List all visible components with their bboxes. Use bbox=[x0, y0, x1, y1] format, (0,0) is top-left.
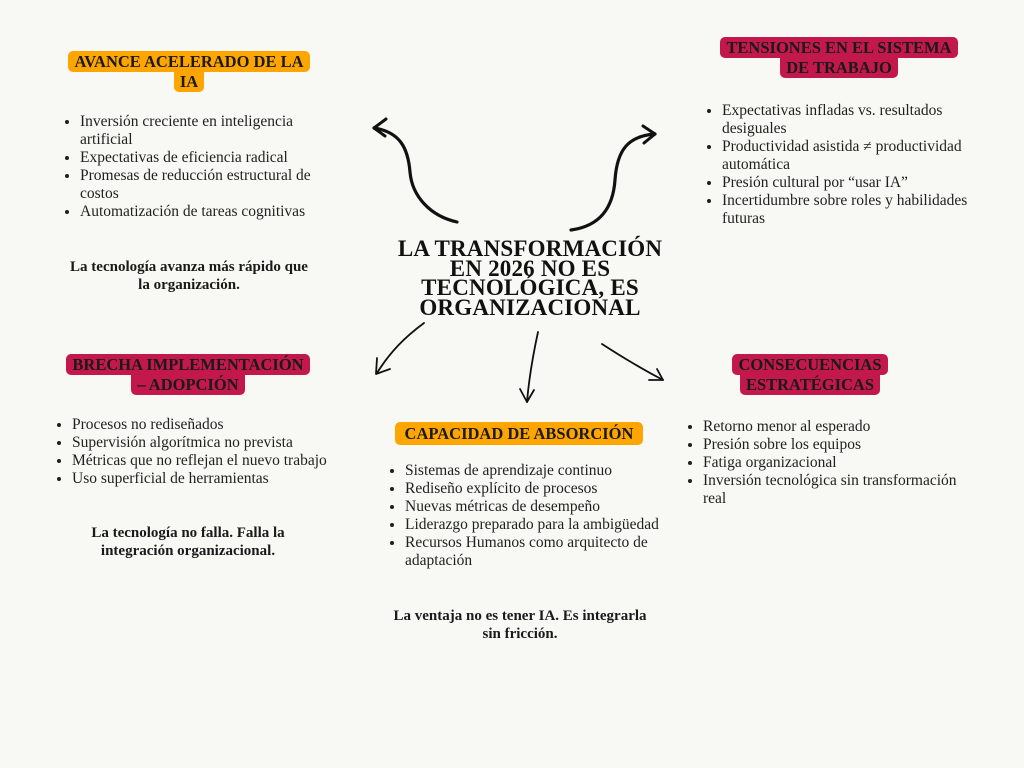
avance-list bbox=[62, 113, 345, 221]
avance-label-line: IA bbox=[174, 72, 204, 92]
brecha-list bbox=[54, 416, 347, 488]
capacidad-label bbox=[388, 422, 650, 445]
takeaway-line: sin fricción. bbox=[482, 626, 558, 642]
brecha-takeaway bbox=[50, 524, 326, 560]
list-item: • Promesas de reducción estructural de costos bbox=[80, 167, 345, 203]
brecha-label-line: – ADOPCIÓN bbox=[131, 375, 244, 395]
central-title-line: EN 2026 NO ES bbox=[449, 255, 611, 281]
list-item: • Productividad asistida ≠ productividad automática bbox=[722, 138, 992, 174]
central-title-line: LA TRANSFORMACIÓN bbox=[397, 236, 663, 261]
list-item: • Recursos Humanos como arquitecto de adaptación bbox=[405, 534, 685, 570]
takeaway-line: la organización. bbox=[138, 277, 240, 293]
list-item: • Expectativas infladas vs. resultados desiguales bbox=[722, 102, 992, 138]
arrow-to-avance-icon bbox=[374, 119, 457, 222]
arrow-to-capacidad-icon bbox=[520, 332, 538, 402]
list-item: • Procesos no rediseñados bbox=[72, 416, 347, 434]
list-item: • Incertidumbre sobre roles y habilidades futuras bbox=[722, 192, 992, 228]
central-title-line: TECNOLÓGICA, ES bbox=[421, 275, 639, 300]
avance-label bbox=[62, 51, 316, 92]
consecuencias-label bbox=[700, 354, 920, 395]
list-item: • Métricas que no reflejan el nuevo trabajo bbox=[72, 452, 347, 470]
capacidad-label-line: CAPACIDAD DE ABSORCIÓN bbox=[395, 422, 644, 445]
takeaway-line: La ventaja no es tener IA. Es integrarla bbox=[393, 608, 647, 624]
list-item: • Sistemas de aprendizaje continuo bbox=[405, 462, 685, 480]
arrow-to-brecha-icon bbox=[376, 323, 424, 374]
takeaway-line: integración organizacional. bbox=[100, 543, 276, 559]
list-item: • Inversión creciente en inteligencia artificial bbox=[80, 113, 345, 149]
list-item: • Supervisión algorítmica no prevista bbox=[72, 434, 347, 452]
list-item: • Nuevas métricas de desempeño bbox=[405, 498, 685, 516]
arrow-to-consecuencias-icon bbox=[602, 344, 663, 380]
list-item: • Liderazgo preparado para la ambigüedad bbox=[405, 516, 685, 534]
list-item: • Fatiga organizacional bbox=[703, 454, 963, 472]
takeaway-line: La tecnología no falla. Falla la bbox=[91, 525, 285, 541]
consecuencias-label-line: CONSECUENCIAS bbox=[732, 354, 887, 375]
tensiones-label-line: DE TRABAJO bbox=[780, 58, 898, 78]
list-item: • Uso superficial de herramientas bbox=[72, 470, 347, 488]
takeaway-line: La tecnología avanza más rápido que bbox=[70, 259, 308, 275]
central-title bbox=[380, 236, 680, 320]
list-item: • Presión sobre los equipos bbox=[703, 436, 963, 454]
central-title-line: ORGANIZACIONAL bbox=[419, 294, 641, 320]
capacidad-list bbox=[387, 462, 685, 570]
list-item: • Inversión tecnológica sin transformación real bbox=[703, 472, 963, 508]
list-item: • Automatización de tareas cognitivas bbox=[80, 203, 345, 221]
brecha-label bbox=[50, 354, 326, 395]
arrow-to-tensiones-icon bbox=[571, 126, 655, 230]
list-item: • Expectativas de eficiencia radical bbox=[80, 149, 345, 167]
capacidad-takeaway bbox=[380, 607, 660, 643]
list-item: • Retorno menor al esperado bbox=[703, 418, 963, 436]
list-item: • Rediseño explícito de procesos bbox=[405, 480, 685, 498]
list-item: • Presión cultural por “usar IA” bbox=[722, 174, 992, 192]
avance-label-line: AVANCE ACELERADO DE LA bbox=[68, 51, 309, 72]
tensiones-label bbox=[708, 37, 970, 78]
avance-takeaway bbox=[50, 258, 328, 294]
consecuencias-label-line: ESTRATÉGICAS bbox=[740, 375, 880, 395]
brecha-label-line: BRECHA IMPLEMENTACIÓN bbox=[66, 354, 309, 375]
tensiones-list bbox=[704, 102, 992, 228]
consecuencias-list bbox=[685, 418, 963, 508]
tensiones-label-line: TENSIONES EN EL SISTEMA bbox=[720, 37, 957, 58]
